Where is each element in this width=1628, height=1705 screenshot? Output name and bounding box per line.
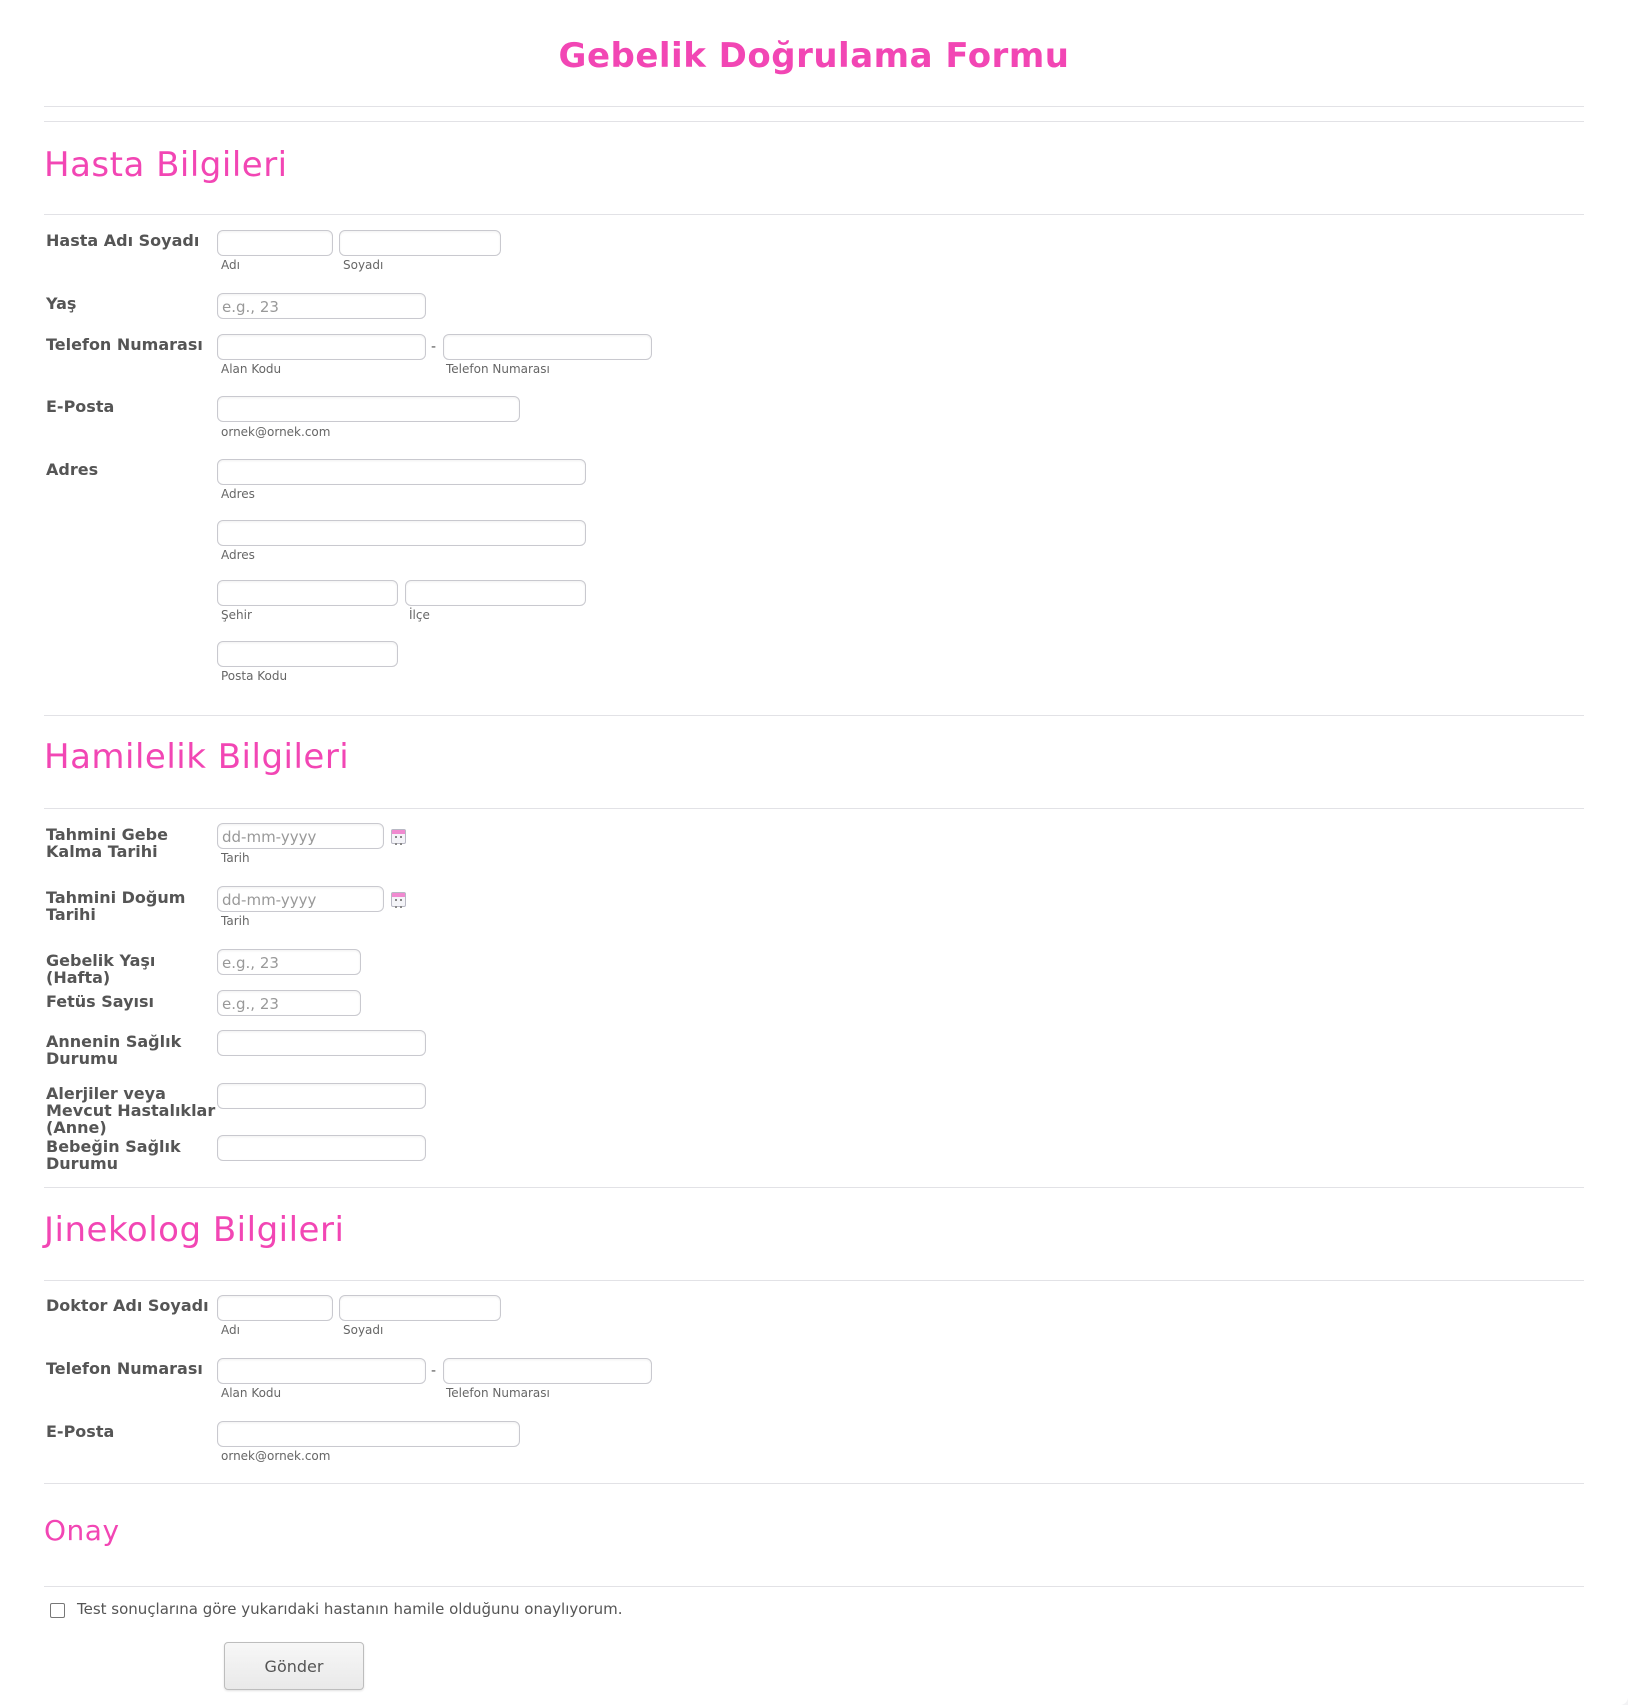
divider — [44, 1280, 1584, 1281]
age-input[interactable]: e.g., 23 — [217, 293, 426, 319]
baby-health-input[interactable] — [217, 1135, 426, 1161]
mother-health-input[interactable] — [217, 1030, 426, 1056]
divider — [44, 214, 1584, 215]
doctor-name-label: Doktor Adı Soyadı — [46, 1296, 209, 1315]
divider — [44, 1586, 1584, 1587]
age-label: Yaş — [46, 294, 77, 313]
doctor-area-code-sublabel: Alan Kodu — [221, 1386, 282, 1400]
due-date-input[interactable]: dd-mm-yyyy — [217, 886, 384, 912]
patient-last-name-sublabel: Soyadı — [343, 258, 384, 272]
mother-health-label: Annenin Sağlık Durumu — [46, 1032, 182, 1068]
address-line1-input[interactable] — [217, 459, 586, 485]
submit-button[interactable]: Gönder — [224, 1642, 364, 1690]
fetus-count-input[interactable]: e.g., 23 — [217, 990, 361, 1016]
patient-first-name-sublabel: Adı — [221, 258, 240, 272]
conception-date-label: Tahmini Gebe Kalma Tarihi — [46, 825, 168, 861]
patient-area-code-input[interactable] — [217, 334, 426, 360]
city-input[interactable] — [217, 580, 398, 606]
address-label: Adres — [46, 460, 99, 479]
zip-sublabel: Posta Kodu — [221, 669, 288, 683]
divider — [44, 121, 1584, 122]
phone-separator: - — [431, 339, 437, 355]
doctor-first-name-input[interactable] — [217, 1295, 333, 1321]
divider — [44, 715, 1584, 716]
consent-checkbox[interactable] — [50, 1603, 65, 1618]
district-input[interactable] — [405, 580, 586, 606]
doctor-last-name-input[interactable] — [339, 1295, 501, 1321]
section-title-patient: Hasta Bilgileri — [44, 145, 288, 185]
city-sublabel: Şehir — [221, 608, 252, 622]
divider — [44, 1483, 1584, 1484]
doctor-phone-label: Telefon Numarası — [46, 1359, 203, 1378]
allergies-input[interactable] — [217, 1083, 426, 1109]
conception-date-input[interactable]: dd-mm-yyyy — [217, 823, 384, 849]
doctor-email-input[interactable] — [217, 1421, 520, 1447]
doctor-email-label: E-Posta — [46, 1422, 115, 1441]
patient-phone-sublabel: Telefon Numarası — [446, 362, 550, 376]
divider — [44, 106, 1584, 107]
due-date-label: Tahmini Doğum Tarihi — [46, 888, 186, 924]
calendar-icon[interactable] — [391, 892, 406, 907]
baby-health-label: Bebeğin Sağlık Durumu — [46, 1137, 181, 1173]
consent-text: Test sonuçlarına göre yukarıdaki hastanın hamile olduğunu onaylıyorum. — [77, 1600, 623, 1618]
phone-separator: - — [431, 1363, 437, 1379]
doctor-last-name-sublabel: Soyadı — [343, 1323, 384, 1337]
address-line2-sublabel: Adres — [221, 548, 255, 562]
doctor-area-code-input[interactable] — [217, 1358, 426, 1384]
patient-email-sublabel: ornek@ornek.com — [221, 425, 331, 439]
patient-area-code-sublabel: Alan Kodu — [221, 362, 282, 376]
section-title-pregnancy: Hamilelik Bilgileri — [44, 737, 350, 777]
patient-last-name-input[interactable] — [339, 230, 501, 256]
conception-date-sublabel: Tarih — [221, 851, 250, 865]
due-date-sublabel: Tarih — [221, 914, 250, 928]
patient-phone-label: Telefon Numarası — [46, 335, 203, 354]
divider — [44, 808, 1584, 809]
form-title: Gebelik Doğrulama Formu — [558, 36, 1070, 76]
calendar-icon[interactable] — [391, 829, 406, 844]
doctor-first-name-sublabel: Adı — [221, 1323, 240, 1337]
patient-email-input[interactable] — [217, 396, 520, 422]
gestational-week-label: Gebelik Yaşı (Hafta) — [46, 951, 156, 987]
address-line1-sublabel: Adres — [221, 487, 255, 501]
divider — [44, 1187, 1584, 1188]
section-title-gynecologist: Jinekolog Bilgileri — [44, 1210, 345, 1250]
doctor-phone-input[interactable] — [443, 1358, 652, 1384]
patient-first-name-input[interactable] — [217, 230, 333, 256]
patient-phone-input[interactable] — [443, 334, 652, 360]
gestational-week-input[interactable]: e.g., 23 — [217, 949, 361, 975]
fetus-count-label: Fetüs Sayısı — [46, 992, 155, 1011]
address-line2-input[interactable] — [217, 520, 586, 546]
patient-email-label: E-Posta — [46, 397, 115, 416]
district-sublabel: İlçe — [409, 608, 430, 622]
allergies-label: Alerjiler veya Mevcut Hastalıklar (Anne) — [46, 1084, 216, 1137]
doctor-email-sublabel: ornek@ornek.com — [221, 1449, 331, 1463]
section-title-approval: Onay — [44, 1514, 120, 1547]
zip-input[interactable] — [217, 641, 398, 667]
patient-name-label: Hasta Adı Soyadı — [46, 231, 200, 250]
doctor-phone-sublabel: Telefon Numarası — [446, 1386, 550, 1400]
